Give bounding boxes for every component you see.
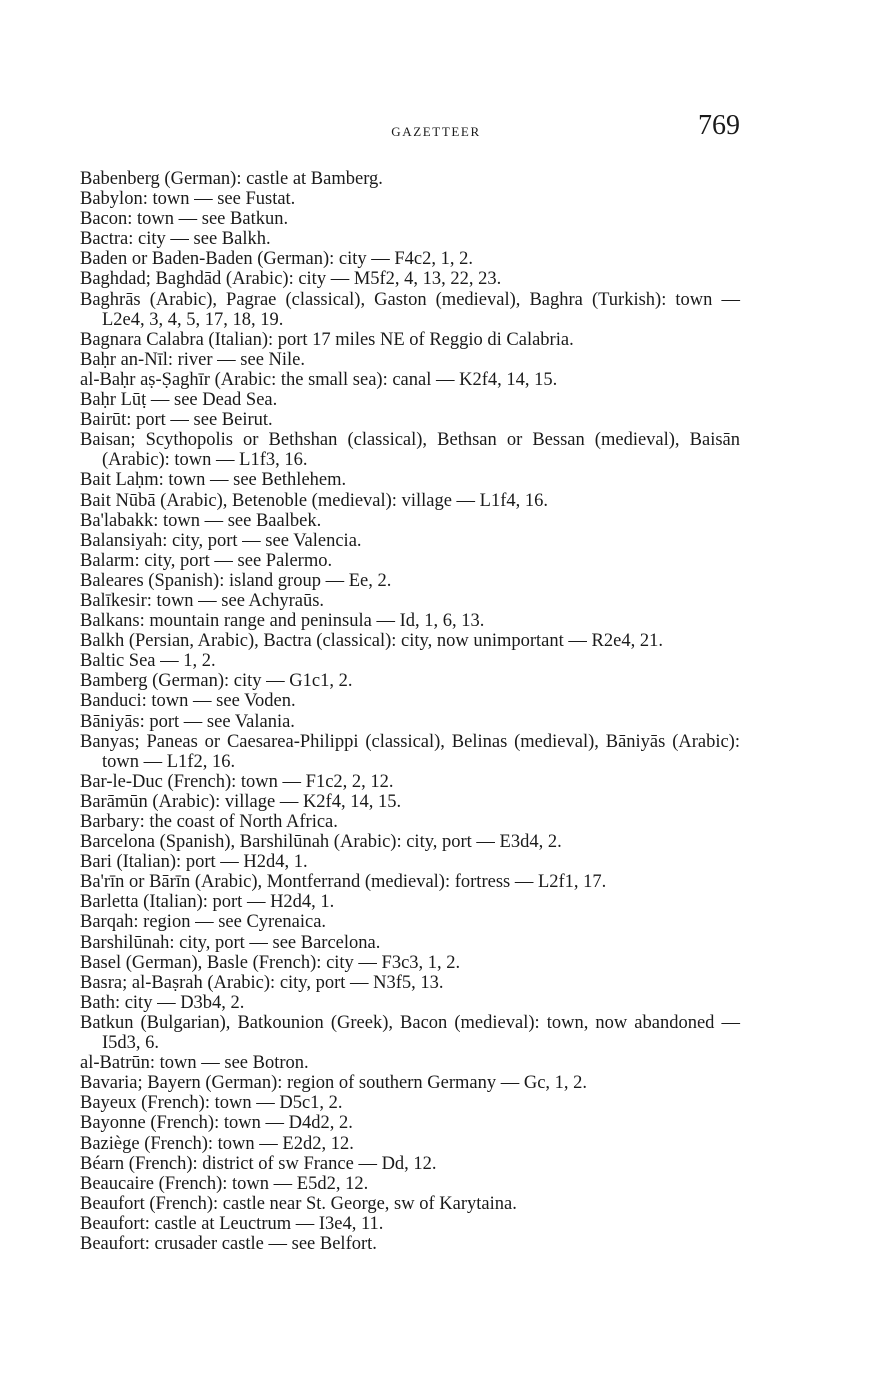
gazetteer-entry: Barshilūnah: city, port — see Barcelona. (80, 932, 381, 953)
page-number: 769 (698, 110, 740, 141)
gazetteer-entry: Bayonne (French): town — D4d2, 2. (80, 1113, 353, 1134)
gazetteer-entry: Balansiyah: city, port — see Valencia. (80, 530, 362, 551)
gazetteer-entry: Banduci: town — see Voden. (80, 691, 296, 712)
gazetteer-entry: Babenberg (German): castle at Bamberg. (80, 169, 383, 189)
gazetteer-entry: Bayeux (French): town — D5c1, 2. (80, 1093, 343, 1114)
gazetteer-entry: Balīkesir: town — see Achyraūs. (80, 590, 325, 611)
gazetteer-entry: Baziège (French): town — E2d2, 12. (80, 1133, 354, 1154)
gazetteer-entry: Bait Laḥm: town — see Bethlehem. (80, 470, 347, 491)
gazetteer-entry: Baghrās (Arabic), Pagrae (classical), Gaston (medieval), Baghra (Turkish): town — L2e4, 3, 4, 5, 17, 18, 19. (80, 289, 740, 330)
gazetteer-entry: Beaufort: crusader castle — see Belfort. (80, 1233, 377, 1254)
page-header (0, 0, 872, 160)
gazetteer-entry: Basel (German), Basle (French): city — F3c3, 1, 2. (80, 952, 461, 973)
gazetteer-entry: Bacon: town — see Batkun. (80, 209, 289, 230)
gazetteer-entry: Bar-le-Duc (French): town — F1c2, 2, 12. (80, 771, 394, 792)
gazetteer-entry: Balkh (Persian, Arabic), Bactra (classical): city, now unimportant — R2e4, 21. (80, 631, 663, 652)
running-head: GAZETTEER (391, 124, 481, 139)
gazetteer-entry: Batkun (Bulgarian), Batkounion (Greek), Bacon (medieval): town, now abandoned — I5d3, 6. (80, 1012, 740, 1054)
gazetteer-entry: Bactra: city — see Balkh. (80, 229, 271, 250)
gazetteer-entry: Bairūt: port — see Beirut. (80, 410, 273, 431)
gazetteer-entry: Balkans: mountain range and peninsula — Id, 1, 6, 13. (80, 611, 485, 632)
gazetteer-entry: Bait Nūbā (Arabic), Betenoble (medieval): village — L1f4, 16. (80, 490, 549, 511)
gazetteer-entry: Bāniyās: port — see Valania. (80, 711, 295, 732)
gazetteer-entry: Beaufort (French): castle near St. George, sw of Karytaina. (80, 1193, 517, 1214)
gazetteer-entry: Baden or Baden-Baden (German): city — F4c2, 1, 2. (80, 249, 474, 270)
gazetteer-entry: Bavaria; Bayern (German): region of southern Germany — Gc, 1, 2. (80, 1073, 588, 1094)
gazetteer-entry: Baghdad; Baghdād (Arabic): city — M5f2, 4, 13, 22, 23. (80, 269, 502, 290)
gazetteer-entry: Balarm: city, port — see Palermo. (80, 550, 333, 571)
gazetteer-entry: Barāmūn (Arabic): village — K2f4, 14, 15. (80, 791, 402, 812)
gazetteer-entry: Baḥr an-Nīl: river — see Nile. (80, 349, 306, 370)
gazetteer-entry: Barletta (Italian): port — H2d4, 1. (80, 892, 335, 913)
gazetteer-entry: Bath: city — D3b4, 2. (80, 992, 245, 1013)
gazetteer-entry: Barcelona (Spanish), Barshilūnah (Arabic): city, port — E3d4, 2. (80, 832, 562, 853)
gazetteer-entry: Baleares (Spanish): island group — Ee, 2. (80, 570, 392, 591)
gazetteer-entry: Barbary: the coast of North Africa. (80, 812, 338, 832)
gazetteer-entry: al-Baḥr aṣ-Ṣaghīr (Arabic: the small sea): canal — K2f4, 14, 15. (80, 369, 558, 390)
gazetteer-entry: al-Batrūn: town — see Botron. (80, 1053, 309, 1074)
gazetteer-entry: Banyas; Paneas or Caesarea-Philippi (classical), Belinas (medieval), Bāniyās (Arabic): town — L1f2, 16. (80, 731, 740, 772)
gazetteer-entry: Babylon: town — see Fustat. (80, 189, 296, 210)
gazetteer-entry: Beaufort: castle at Leuctrum — I3e4, 11. (80, 1213, 384, 1234)
gazetteer-entry: Bagnara Calabra (Italian): port 17 miles NE of Reggio di Calabria. (80, 329, 574, 350)
gazetteer-entry: Baltic Sea — 1, 2. (80, 651, 216, 672)
gazetteer-entry: Baḥr Lūṭ — see Dead Sea. (80, 390, 278, 411)
gazetteer-entry: Bamberg (German): city — G1c1, 2. (80, 671, 353, 692)
gazetteer-entry: Basra; al-Baṣrah (Arabic): city, port — N3f5, 13. (80, 972, 444, 993)
gazetteer-entry-list (80, 169, 740, 1254)
gazetteer-entry: Barqah: region — see Cyrenaica. (80, 912, 327, 933)
gazetteer-entry: Baisan; Scythopolis or Bethshan (classical), Bethsan or Bessan (medieval), Baisān (Arabic): town — L1f3, 16. (80, 430, 740, 471)
gazetteer-entry: Ba'labakk: town — see Baalbek. (80, 510, 322, 531)
gazetteer-entry: Béarn (French): district of sw France — Dd, 12. (80, 1153, 437, 1174)
gazetteer-entry: Ba'rīn or Bārīn (Arabic), Montferrand (medieval): fortress — L2f1, 17. (80, 872, 607, 893)
gazetteer-entry: Beaucaire (French): town — E5d2, 12. (80, 1173, 369, 1194)
gazetteer-entry: Bari (Italian): port — H2d4, 1. (80, 852, 308, 873)
